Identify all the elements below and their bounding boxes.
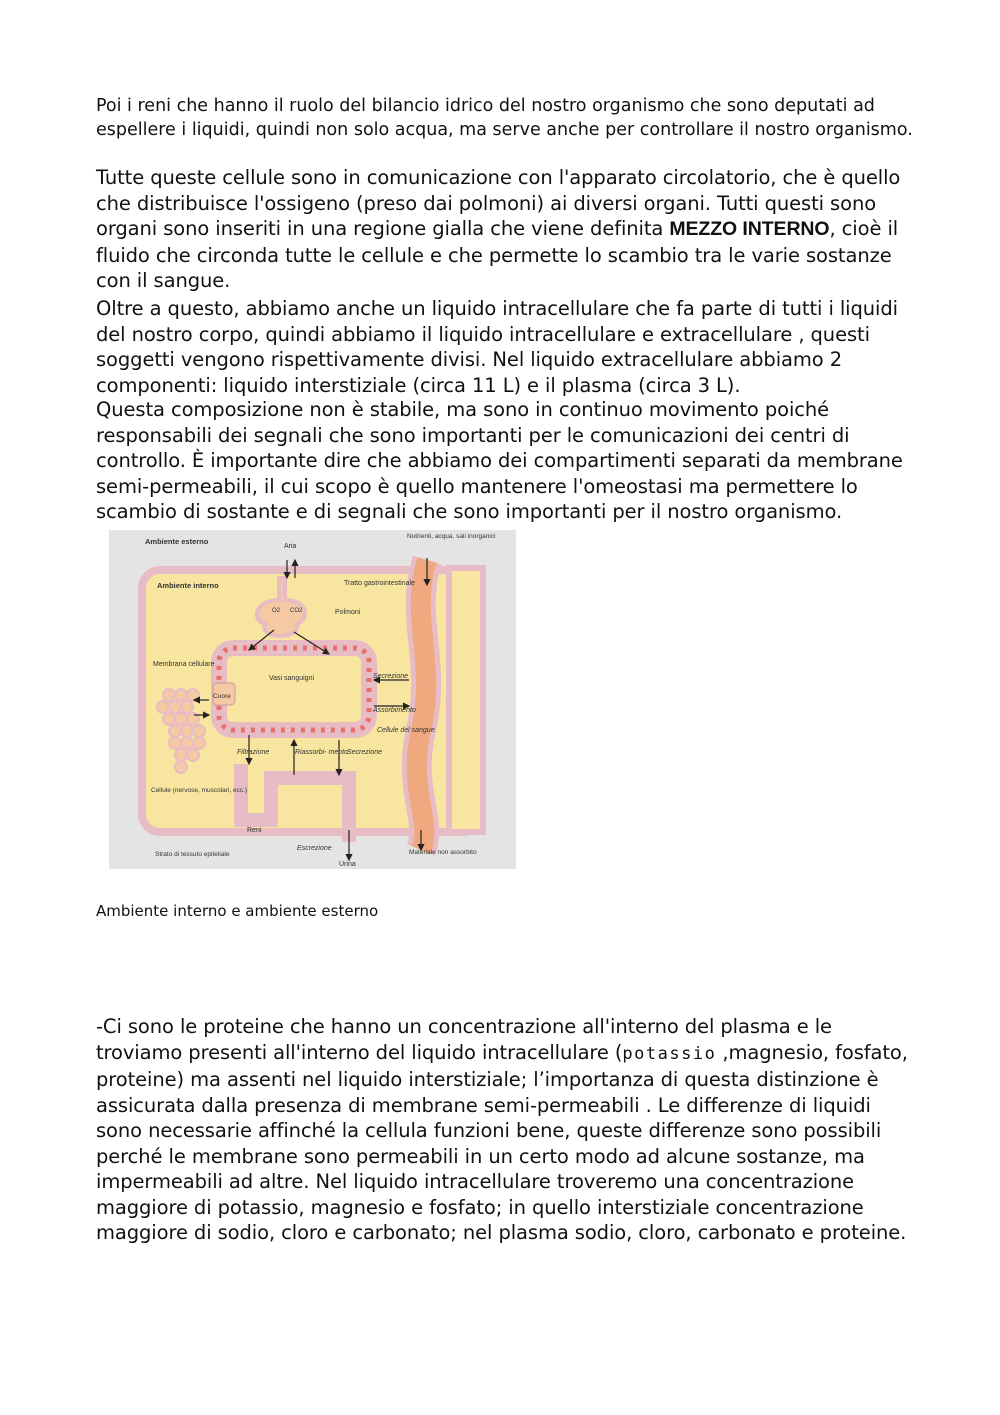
- diagram-svg: [109, 530, 516, 869]
- label-materiale: Materiale non assorbito: [409, 849, 477, 856]
- label-o2: O2: [272, 608, 281, 614]
- label-vasi: Vasi sanguigni: [269, 675, 315, 682]
- label-tratto: Tratto gastrointestinale: [344, 580, 415, 587]
- gi-tract: [417, 560, 427, 850]
- label-aria: Aria: [284, 543, 297, 550]
- intro-paragraph: Poi i reni che hanno il ruolo del bilancio idrico del nostro organismo che sono deputati ad espellere i liquidi, quindi non solo acqua, ma serve anche per controllare il nostro organismo.: [96, 96, 913, 140]
- label-strato: Strato di tessuto epiteliale: [155, 851, 230, 858]
- paragraph-liquidi: Oltre a questo, abbiamo anche un liquido intracellulare che fa parte di tutti i liquidi del nostro corpo, quindi abbiamo il liquido intracellulare e extracellulare , questi soggetti vengono rispettivamente divisi. Nel liquido extracellulare abbiamo 2 componenti: liquido interstiziale (circa 11 L) e il plasma (circa 3 L).: [96, 297, 898, 397]
- paragraph-text: , cioè il fluido che circonda tutte le cellule e che permette lo scambio tra le varie sostanze con il sangue.: [96, 217, 899, 292]
- label-filtrazione: Filtrazione: [237, 749, 270, 756]
- internal-environment-diagram: [109, 530, 516, 869]
- paragraph-composizione: Questa composizione non è stabile, ma sono in continuo movimento poiché responsabili dei segnali che sono importanti per le comunicazioni dei centri di controllo. È importante dire che abbiamo dei compartimenti separati da membrane semi-permeabili, il cui scopo è quello mantenere l'omeostasi ma permettere lo scambio di sostante e di segnali che sono importanti per il nostro organismo.: [96, 398, 903, 523]
- label-membrana: Membrana cellulare: [153, 661, 215, 668]
- figure-caption: Ambiente interno e ambiente esterno: [96, 902, 379, 920]
- paragraph-mezzo-interno: [96, 165, 911, 294]
- label-cellule-sangue: Cellule del sangue: [377, 727, 435, 734]
- label-ambiente-esterno: Ambiente esterno: [145, 537, 209, 546]
- label-ambiente-interno: Ambiente interno: [157, 581, 219, 590]
- label-assorbimento: Assorbimento: [373, 707, 416, 714]
- label-reni: Reni: [247, 827, 262, 834]
- mezzo-interno-term: MEZZO INTERNO: [669, 218, 830, 240]
- label-polmoni: Polmoni: [335, 609, 361, 616]
- paragraph-text: Tutte queste cellule sono in comunicazione con l'apparato circolatorio, che è quello che distribuisce l'ossigeno (preso dai polmoni) ai diversi organi. Tutti questi sono organi sono inseriti in una regione gialla che viene definita: [96, 166, 901, 240]
- label-secrezione-top: Secrezione: [373, 673, 409, 680]
- label-cellule: Cellule (nervose, muscolari, ecc.): [151, 787, 248, 794]
- right-epithelium: [449, 568, 483, 832]
- label-urina: Urina: [339, 861, 356, 868]
- label-nutrienti: Nutrienti, acqua, sali inorganici: [407, 533, 496, 540]
- paragraph-proteine: [96, 1014, 916, 1246]
- label-riassorbimento: Riassorbi- mento: [295, 749, 348, 756]
- spaced-word: potassio: [622, 1043, 717, 1064]
- paragraph-text: -Ci sono le proteine che hanno un concentrazione all'interno del plasma e le troviamo presenti all'interno del liquido intracellulare (: [96, 1015, 832, 1064]
- label-escrezione: Escrezione: [297, 845, 332, 852]
- label-cuore: Cuore: [213, 693, 231, 700]
- label-secrezione-bottom: Secrezione: [347, 749, 383, 756]
- paragraph-text: ,magnesio, fosfato, proteine) ma assenti nel liquido interstiziale; l’importanza di questa distinzione è assicurata dalla presenza di membrane semi-permeabili . Le differenze di liquidi sono necessarie affinché la cellula funzioni bene, queste differenze sono possibili perché le membrane sono permeabili in un certo modo ad alcune sostanze, ma impermeabili ad altre. Nel liquido intracellulare troveremo una concentrazione maggiore di potassio, magnesio e fosfato; in quello interstiziale concentrazione maggiore di sodio, cloro e carbonato; nel plasma sodio, cloro, carbonato e proteine.: [96, 1040, 908, 1244]
- label-co2: CO2: [290, 608, 303, 614]
